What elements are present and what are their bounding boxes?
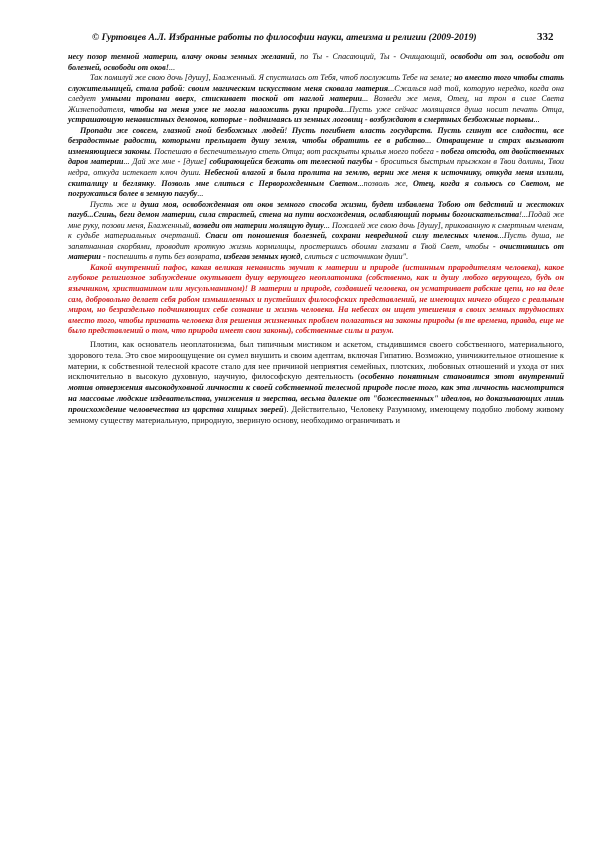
text-run: освободи от зол, освободи от болезней, освободи от оков! bbox=[68, 52, 564, 72]
text-run: ... bbox=[169, 62, 176, 72]
text-run: ... bbox=[533, 115, 540, 125]
text-run: Пусть погибнет власть государств. Пусть сгинут все сладости, все безрадостные радости, которыми прельщает душу земля, чтобы обратить ее в рабство bbox=[68, 125, 564, 146]
text-run: Пропади же совсем, глазной гной безбожных людей bbox=[80, 125, 285, 135]
paragraph-italic-noindent bbox=[68, 52, 564, 73]
text-run: ...позволь же, bbox=[357, 178, 413, 188]
text-run: душа моя, освобожденная от оков земного способа жизни, будет избавлена Тобою от бедствий и жестоких пагуб bbox=[68, 199, 564, 220]
text-run: Спаси от поношения болезней, сохрани невредимой силу телесных членов bbox=[205, 231, 498, 241]
text-run: Плотин, как основатель неоплатонизма, был типичным мистиком и аскетом, стыдившимся своего собственного, материального, здорового тела. Это свое мироощущение он сумел внушить и своим адептам, включая Гипатию. Возможно, уничижительное отношение к материи, к собственной телесной красоте стало для нее причиной неприятия семейных, плотских, любовных отношений и ухода от них исключительно в высокую духовную, научную, философскую деятельность ( bbox=[68, 339, 564, 382]
text-run: избегав земных нужд bbox=[223, 252, 301, 262]
text-run: Небесной влагой я была пролита на землю, верни же меня к источнику, откуда меня излили, скиталицу и беглянку bbox=[68, 168, 564, 188]
text-run: : bbox=[182, 83, 189, 93]
text-run: очистившись от материи bbox=[68, 241, 564, 262]
text-run: ... bbox=[197, 189, 204, 199]
text-run: устрашающую ненавистных демонов, которые - поднимаясь из земных логовищ - возбуждают в смертных безбожные порывы bbox=[68, 115, 534, 125]
text-run: Позволь мне слиться с Перворожденным Светом bbox=[161, 178, 358, 188]
text-run: Отвращение и страх вызывают изменяющиеся законы bbox=[68, 136, 565, 156]
text-run: Какой внутренний пафос, какая великая ненависть звучит к материи и природе (истинным прародителям человека), какое глубокое религиозное заблуждение окутывает душу верующего неоплатоника (собственно, как и душу любого верующего, будь он язычником, христианином или мусульманином)! В материи и природе, создавшей человека, он усматривает рабские цепи, но на деле сам, добровольно делает себя рабом измышленных и пустейших философских представлений, не имеющих ничего общего с реальным миром, но безраздельно подчиняющих себе сознание и жизнь человека. На небесах он ищет утешения в своих земных трудностях вместо того, чтобы призвать человека для решения жизненных проблем полагаться на законы природы (в те времена, правда, еще не было представлений о том, что природа имеет свои законы), собственные силы и разум. bbox=[68, 262, 564, 336]
text-run: Отец, когда я сольюсь со Светом, не погружаться более в земную пагубу bbox=[68, 178, 564, 199]
paragraph-italic-indent bbox=[68, 73, 564, 126]
text-run: ... Возведи же меня, Отец, на трон в силе Света Жизнеподателя, bbox=[68, 94, 565, 114]
text-run: ...Пусть душа, не запятнанная скорбями, проводит кроткую жизнь кормилицы, простершись обоими глазами в Твой Свет, чтобы - bbox=[68, 231, 564, 251]
text-run: но вместо того чтобы стать служительницей, стала рабой bbox=[68, 73, 564, 93]
text-run: . Поспешаю в беспечительную степь Отца; вот раскрыты крылья моего побега - bbox=[149, 146, 441, 156]
text-run: ... Пожалей же свою дочь [душу], прикованную к смертным членам, к судьбе материальных очертаний. bbox=[68, 220, 564, 241]
running-header: © Гуртовцев А.Л. Избранные работы по философии науки, атеизма и религии (2009-2019) bbox=[92, 32, 477, 43]
text-run: - броситься быстрым прыжком в Твои долины, Твои недра, откуда истекает ключ души. bbox=[68, 157, 565, 178]
text-run: . bbox=[154, 178, 162, 188]
paragraph-italic-indent bbox=[68, 200, 564, 263]
text-run: , bbox=[194, 94, 202, 104]
text-run: своим магическим искусством меня сковала материя bbox=[188, 83, 389, 93]
text-run: ... Дай же мне - [душе] bbox=[123, 157, 210, 167]
page-number: 332 bbox=[537, 31, 554, 43]
paragraph-red bbox=[68, 263, 564, 337]
text-run: !...Подай же мне руку, позови меня, Блаженный, bbox=[68, 210, 564, 230]
text-run: - поспешить в путь без возврата, bbox=[100, 252, 224, 262]
text-run: Пусть же и bbox=[90, 199, 141, 209]
text-run: умными тропами вверх bbox=[101, 94, 195, 104]
text-run: чтобы на меня уже не могла наложить руки природа bbox=[129, 104, 343, 114]
text-run: ). Действительно, Человеку Разумному, имеющему подобно любому живому земному существу материальную, природную, звериную основу, необходимо ограничивать и bbox=[68, 405, 564, 426]
text-run: особенно понятным становится этот внутренний мотив отвержения высокодуховной личности к своей собственной телесной природе после того, как эта личность насмотрится на массовые людские издевательства, унижения и зверства, весьма далекие от "божественных" идеалов, но доказывающих лишь происхождение человечества из царства хищных зверей bbox=[68, 372, 564, 415]
text-run: ...Сгинь, беги демон материи, сила страстей, стена на пути восхождения, ослабляющий порывы богоискательства bbox=[87, 210, 520, 220]
text-run: побега отсюда, от двойственных даров материи bbox=[68, 146, 564, 167]
text-run: ... bbox=[425, 136, 437, 146]
text-run: возведи от материи молящую душу bbox=[193, 220, 324, 230]
text-run: ...Пусть уже сейчас молящаяся душа носит печать Отца, bbox=[343, 104, 564, 114]
paragraph-italic-indent-bold bbox=[68, 126, 564, 200]
text-run: ! bbox=[284, 125, 292, 135]
text-run: несу позор темной материи, влачу оковы земных желаний bbox=[68, 52, 295, 61]
text-run: , слиться с источником души". bbox=[300, 252, 409, 262]
text-run: , по Ты - Спасающий, Ты - Очищающий, bbox=[294, 52, 451, 61]
paragraph-plain bbox=[68, 340, 564, 427]
text-run: ...Сжалься над той, которую нередко, когда она следует bbox=[68, 83, 565, 104]
text-run: стискивает тоской от наглой материи bbox=[201, 94, 363, 104]
text-run: Так помилуй же свою дочь [душу], Блаженный. Я спустилась от Тебя, чтоб послужить Тебе на земле; bbox=[90, 73, 455, 83]
page-body bbox=[68, 52, 564, 427]
text-run: собирающейся бежать от телесной пагубы bbox=[209, 157, 373, 167]
